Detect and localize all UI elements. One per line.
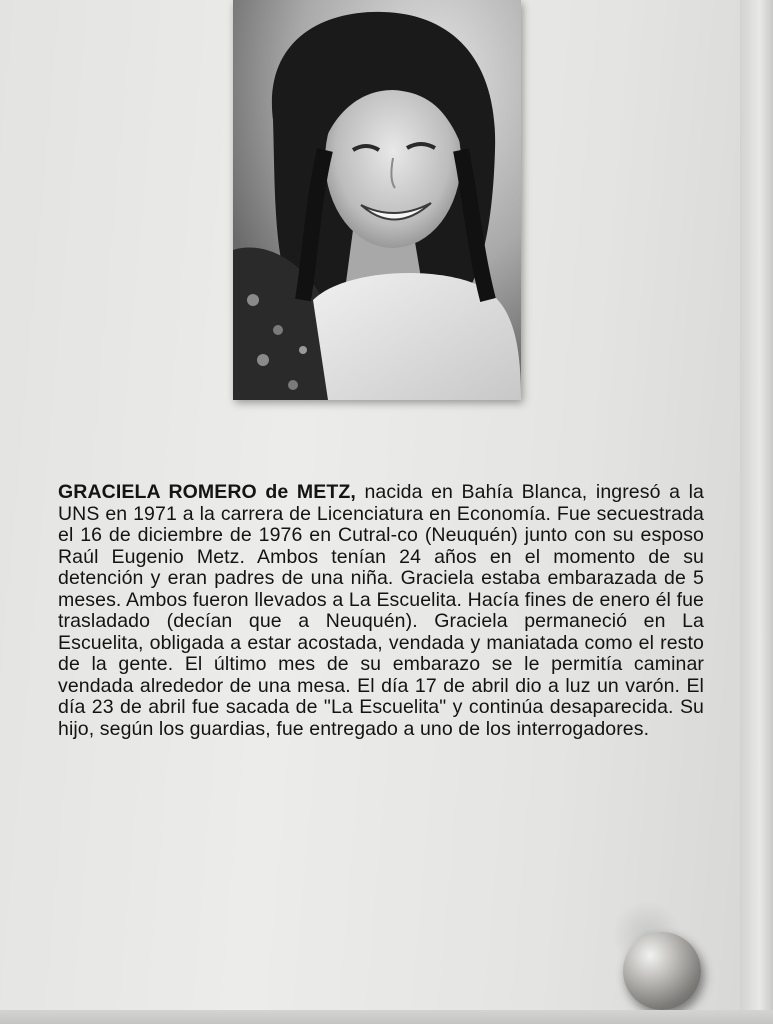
wall-edge [740,0,773,1024]
wall-bottom [0,1010,773,1024]
biography-paragraph: nacida en Bahía Blanca, ingresó a la UNS en 1971 a la carrera de Licenciatura en Economía. Fue secuestrada el 16 de diciembre de 1976 en Cutral-co (Neuquén) junto con su esposo Raúl Eugenio Metz. Ambos tenían 24 años en el momento de su detención y eran padres de una niña. Graciela estaba embarazada de 5 meses. Ambos fueron llevados a La Escuelita. Hacía fines de enero él fue trasladado (decían que a Neuquén). Graciela permaneció en La Escuelita, obligada a estar acostada, vendada y maniatada como el resto de la gente. El último mes de su embarazo se le permitía caminar vendada alrededor de una mesa. El día 17 de abril dio a luz un varón. El día 23 de abril fue sacada de "La Escuelita" y continúa desaparecida. Su hijo, según los guardias, fue entregado a uno de los interrogadores. [58,481,704,740]
mounting-standoff [623,932,701,1010]
portrait-photo [233,0,521,400]
portrait-illustration [233,0,521,400]
person-name: GRACIELA ROMERO de METZ, [58,481,356,503]
biography-text [58,482,704,740]
